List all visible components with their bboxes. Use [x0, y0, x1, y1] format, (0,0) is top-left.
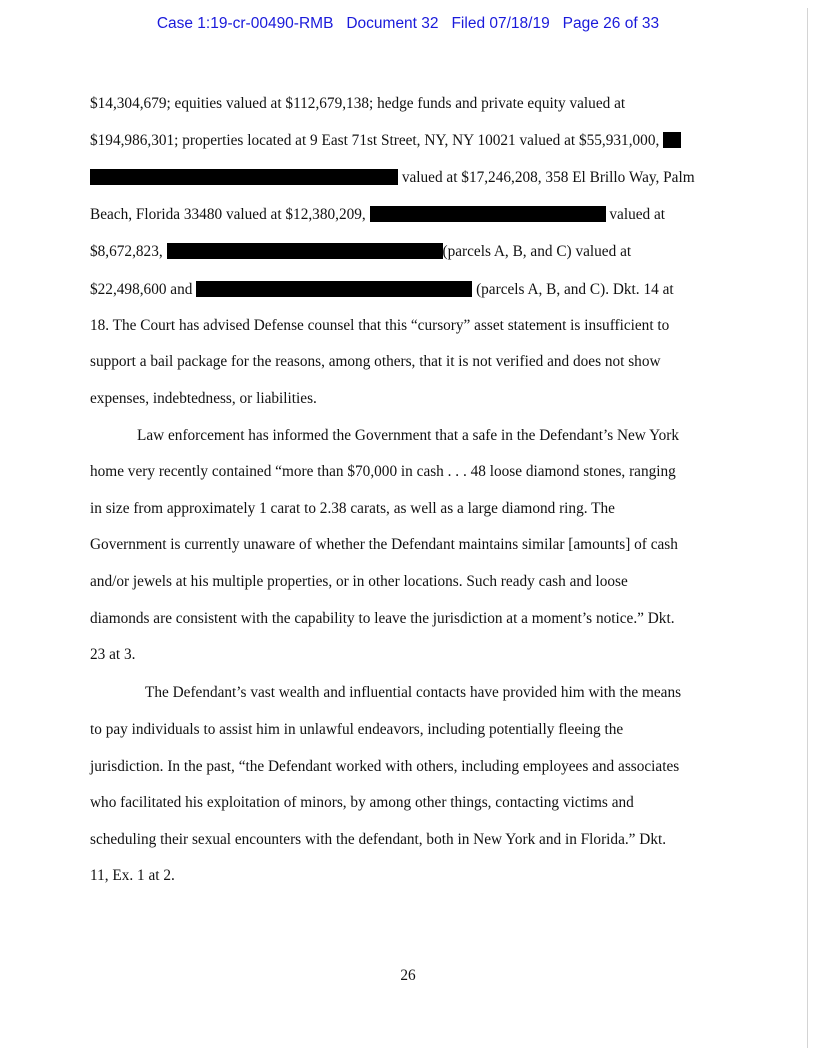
text-line: in size from approximately 1 carat to 2.38 carats, as well as a large diamond ring. The: [90, 500, 615, 517]
text-line: expenses, indebtedness, or liabilities.: [90, 390, 317, 407]
text-line: and/or jewels at his multiple properties, or in other locations. Such ready cash and loose: [90, 573, 628, 590]
scan-edge-line: [807, 8, 808, 1048]
text-line: who facilitated his exploitation of minors, by among other things, contacting victims and: [90, 794, 634, 811]
redaction-block: [370, 206, 606, 222]
document-number: Document 32: [346, 15, 439, 32]
text-line: support a bail package for the reasons, among others, that it is not verified and does not show: [90, 353, 661, 370]
text-segment: (parcels A, B, and C) valued at: [442, 243, 632, 260]
text-segment: valued at: [609, 206, 666, 223]
text-segment: $194,986,301; properties located at 9 East 71st Street, NY, NY 10021 valued at $55,931,000,: [90, 132, 660, 149]
case-number: Case 1:19-cr-00490-RMB: [156, 15, 334, 32]
text-line: 23 at 3.: [90, 646, 136, 663]
text-segment: $8,672,823,: [90, 243, 163, 260]
text-line: [90, 132, 681, 150]
text-line: Law enforcement has informed the Government that a safe in the Defendant’s New York: [137, 427, 680, 444]
text-line: [90, 281, 674, 299]
filed-date: Filed 07/18/19: [451, 15, 550, 32]
text-line: jurisdiction. In the past, “the Defendant worked with others, including employees and associates: [90, 758, 680, 775]
text-segment: valued at $17,246,208, 358 El Brillo Way, Palm: [401, 169, 695, 186]
text-line: 18. The Court has advised Defense counsel that this “cursory” asset statement is insufficient to: [90, 317, 670, 334]
text-segment: Beach, Florida 33480 valued at $12,380,209,: [90, 206, 366, 223]
text-line: [90, 206, 665, 224]
text-line: to pay individuals to assist him in unlawful endeavors, including potentially fleeing the: [90, 721, 624, 738]
text-line: diamonds are consistent with the capability to leave the jurisdiction at a moment’s notice.” Dkt.: [90, 610, 675, 627]
text-line: $14,304,679; equities valued at $112,679,138; hedge funds and private equity valued at: [90, 95, 626, 112]
case-header: [0, 15, 816, 33]
redaction-block: [663, 132, 681, 148]
text-line: 11, Ex. 1 at 2.: [90, 867, 175, 884]
text-segment: (parcels A, B, and C). Dkt. 14 at: [476, 281, 674, 298]
redaction-block: [167, 243, 443, 259]
text-line: [90, 243, 631, 261]
page-number: 26: [400, 967, 416, 984]
text-line: home very recently contained “more than $70,000 in cash . . . 48 loose diamond stones, ranging: [90, 463, 676, 480]
text-line: [90, 169, 695, 187]
redaction-block: [90, 169, 398, 185]
redaction-block: [196, 281, 472, 297]
text-line: scheduling their sexual encounters with the defendant, both in New York and in Florida.” Dkt.: [90, 831, 667, 848]
text-segment: $22,498,600 and: [90, 281, 193, 298]
text-line: Government is currently unaware of whether the Defendant maintains similar [amounts] of cash: [90, 536, 678, 553]
text-line: The Defendant’s vast wealth and influential contacts have provided him with the means: [145, 684, 682, 701]
page-indicator: Page 26 of 33: [562, 15, 660, 32]
